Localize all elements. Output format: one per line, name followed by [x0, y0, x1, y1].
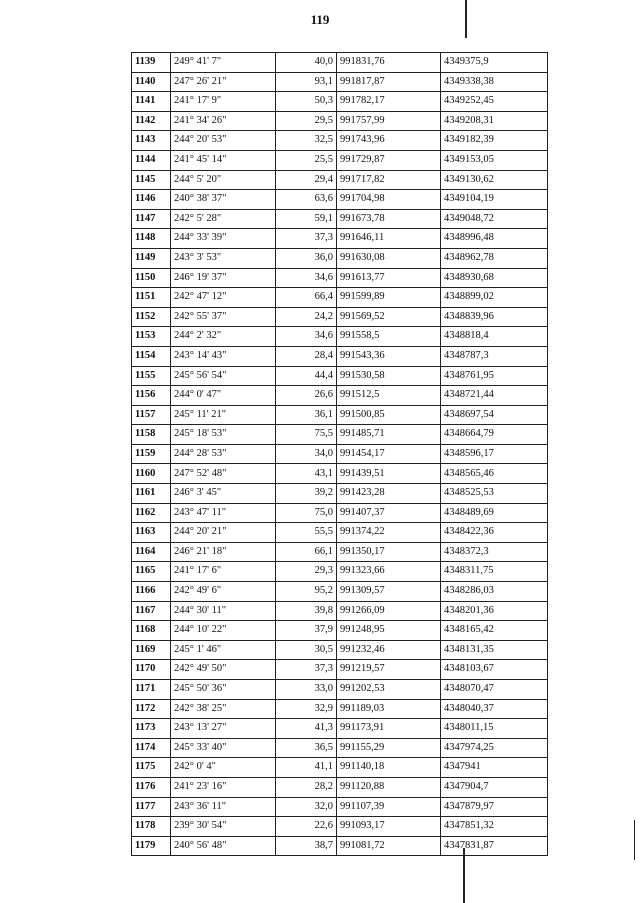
- table-row: [132, 92, 548, 112]
- point-number-cell: 1160: [132, 464, 171, 484]
- direction-angle-cell: 241° 23' 16": [171, 777, 276, 797]
- segment-length-cell: 36,1: [276, 405, 337, 425]
- table-row: [132, 699, 548, 719]
- coordinate-y-cell: 4348697,54: [441, 405, 548, 425]
- segment-length-cell: 41,1: [276, 758, 337, 778]
- direction-angle-cell: 240° 38' 37": [171, 190, 276, 210]
- table-row: [132, 503, 548, 523]
- coordinate-x-cell: 991120,88: [337, 777, 441, 797]
- coordinate-x-cell: 991439,51: [337, 464, 441, 484]
- point-number-cell: 1153: [132, 327, 171, 347]
- table-row: [132, 190, 548, 210]
- point-number-cell: 1156: [132, 386, 171, 406]
- direction-angle-cell: 242° 55' 37": [171, 307, 276, 327]
- point-number-cell: 1143: [132, 131, 171, 151]
- coordinate-x-cell: 991729,87: [337, 150, 441, 170]
- point-number-cell: 1146: [132, 190, 171, 210]
- direction-angle-cell: 243° 47' 11": [171, 503, 276, 523]
- coordinate-y-cell: 4348565,46: [441, 464, 548, 484]
- coordinate-y-cell: 4348103,67: [441, 660, 548, 680]
- point-number-cell: 1162: [132, 503, 171, 523]
- point-number-cell: 1178: [132, 817, 171, 837]
- direction-angle-cell: 244° 28' 53": [171, 444, 276, 464]
- point-number-cell: 1141: [132, 92, 171, 112]
- direction-angle-cell: 239° 30' 54": [171, 817, 276, 837]
- coordinates-table: [131, 52, 548, 856]
- point-number-cell: 1168: [132, 621, 171, 641]
- segment-length-cell: 44,4: [276, 366, 337, 386]
- coordinate-x-cell: 991512,5: [337, 386, 441, 406]
- table-row: [132, 307, 548, 327]
- coordinate-x-cell: 991173,91: [337, 719, 441, 739]
- point-number-cell: 1149: [132, 248, 171, 268]
- coordinate-x-cell: 991530,58: [337, 366, 441, 386]
- coordinate-x-cell: 991673,78: [337, 209, 441, 229]
- direction-angle-cell: 245° 56' 54": [171, 366, 276, 386]
- coordinate-y-cell: 4349208,31: [441, 111, 548, 131]
- point-number-cell: 1158: [132, 425, 171, 445]
- table-row: [132, 523, 548, 543]
- segment-length-cell: 26,6: [276, 386, 337, 406]
- table-row: [132, 817, 548, 837]
- table-row: [132, 346, 548, 366]
- coordinate-x-cell: 991599,89: [337, 288, 441, 308]
- direction-angle-cell: 240° 56' 48": [171, 836, 276, 856]
- segment-length-cell: 75,0: [276, 503, 337, 523]
- direction-angle-cell: 244° 30' 11": [171, 601, 276, 621]
- segment-length-cell: 50,3: [276, 92, 337, 112]
- coordinate-x-cell: 991423,28: [337, 484, 441, 504]
- coordinate-x-cell: 991309,57: [337, 582, 441, 602]
- coordinate-x-cell: 991704,98: [337, 190, 441, 210]
- coordinate-y-cell: 4348311,75: [441, 562, 548, 582]
- coordinate-y-cell: 4348899,02: [441, 288, 548, 308]
- coordinate-y-cell: 4348422,36: [441, 523, 548, 543]
- point-number-cell: 1148: [132, 229, 171, 249]
- table-row: [132, 680, 548, 700]
- point-number-cell: 1177: [132, 797, 171, 817]
- coordinate-x-cell: 991323,66: [337, 562, 441, 582]
- table-row: [132, 111, 548, 131]
- coordinate-y-cell: 4348930,68: [441, 268, 548, 288]
- table-row: [132, 758, 548, 778]
- coordinate-y-cell: 4348596,17: [441, 444, 548, 464]
- segment-length-cell: 38,7: [276, 836, 337, 856]
- point-number-cell: 1157: [132, 405, 171, 425]
- table-row: [132, 209, 548, 229]
- segment-length-cell: 37,9: [276, 621, 337, 641]
- point-number-cell: 1179: [132, 836, 171, 856]
- point-number-cell: 1173: [132, 719, 171, 739]
- coordinate-x-cell: 991081,72: [337, 836, 441, 856]
- table-row: [132, 229, 548, 249]
- coordinate-x-cell: 991717,82: [337, 170, 441, 190]
- segment-length-cell: 28,4: [276, 346, 337, 366]
- table-row: [132, 444, 548, 464]
- point-number-cell: 1150: [132, 268, 171, 288]
- segment-length-cell: 22,6: [276, 817, 337, 837]
- direction-angle-cell: 245° 1' 46": [171, 640, 276, 660]
- direction-angle-cell: 241° 34' 26": [171, 111, 276, 131]
- point-number-cell: 1174: [132, 738, 171, 758]
- coordinate-y-cell: 4347941: [441, 758, 548, 778]
- coordinate-y-cell: 4349130,62: [441, 170, 548, 190]
- direction-angle-cell: 242° 47' 12": [171, 288, 276, 308]
- segment-length-cell: 36,0: [276, 248, 337, 268]
- point-number-cell: 1165: [132, 562, 171, 582]
- coordinate-y-cell: 4348131,35: [441, 640, 548, 660]
- scan-edge-mark-top: [465, 0, 467, 38]
- table-row: [132, 53, 548, 73]
- segment-length-cell: 37,3: [276, 229, 337, 249]
- direction-angle-cell: 246° 21' 18": [171, 542, 276, 562]
- coordinate-x-cell: 991140,18: [337, 758, 441, 778]
- direction-angle-cell: 246° 3' 45": [171, 484, 276, 504]
- coordinate-y-cell: 4348165,42: [441, 621, 548, 641]
- direction-angle-cell: 242° 38' 25": [171, 699, 276, 719]
- direction-angle-cell: 247° 26' 21": [171, 72, 276, 92]
- table-row: [132, 601, 548, 621]
- direction-angle-cell: 246° 19' 37": [171, 268, 276, 288]
- point-number-cell: 1175: [132, 758, 171, 778]
- coordinate-y-cell: 4349104,19: [441, 190, 548, 210]
- coordinate-y-cell: 4347974,25: [441, 738, 548, 758]
- coordinate-y-cell: 4349153,05: [441, 150, 548, 170]
- table-row: [132, 150, 548, 170]
- segment-length-cell: 29,3: [276, 562, 337, 582]
- table-row: [132, 288, 548, 308]
- point-number-cell: 1152: [132, 307, 171, 327]
- table-row: [132, 170, 548, 190]
- table-row: [132, 248, 548, 268]
- segment-length-cell: 34,6: [276, 327, 337, 347]
- coordinate-x-cell: 991485,71: [337, 425, 441, 445]
- coordinate-x-cell: 991613,77: [337, 268, 441, 288]
- coordinate-y-cell: 4348664,79: [441, 425, 548, 445]
- table-row: [132, 484, 548, 504]
- coordinate-y-cell: 4347851,32: [441, 817, 548, 837]
- point-number-cell: 1176: [132, 777, 171, 797]
- table-row: [132, 268, 548, 288]
- table-row: [132, 660, 548, 680]
- scan-edge-mark-right: [634, 820, 635, 860]
- direction-angle-cell: 241° 17' 6": [171, 562, 276, 582]
- segment-length-cell: 30,5: [276, 640, 337, 660]
- direction-angle-cell: 242° 49' 50": [171, 660, 276, 680]
- coordinate-y-cell: 4348818,4: [441, 327, 548, 347]
- coordinate-x-cell: 991569,52: [337, 307, 441, 327]
- segment-length-cell: 24,2: [276, 307, 337, 327]
- coordinate-y-cell: 4348761,95: [441, 366, 548, 386]
- table-row: [132, 131, 548, 151]
- coordinate-y-cell: 4349375,9: [441, 53, 548, 73]
- segment-length-cell: 29,4: [276, 170, 337, 190]
- coordinate-x-cell: 991248,95: [337, 621, 441, 641]
- table-row: [132, 405, 548, 425]
- segment-length-cell: 37,3: [276, 660, 337, 680]
- direction-angle-cell: 244° 5' 20": [171, 170, 276, 190]
- point-number-cell: 1167: [132, 601, 171, 621]
- direction-angle-cell: 243° 36' 11": [171, 797, 276, 817]
- coordinate-x-cell: 991500,85: [337, 405, 441, 425]
- direction-angle-cell: 249° 41' 7": [171, 53, 276, 73]
- coordinate-y-cell: 4348011,15: [441, 719, 548, 739]
- segment-length-cell: 34,0: [276, 444, 337, 464]
- segment-length-cell: 55,5: [276, 523, 337, 543]
- coordinate-y-cell: 4347879,97: [441, 797, 548, 817]
- coordinate-y-cell: 4347831,87: [441, 836, 548, 856]
- coordinate-y-cell: 4349338,38: [441, 72, 548, 92]
- direction-angle-cell: 244° 20' 53": [171, 131, 276, 151]
- direction-angle-cell: 244° 2' 32": [171, 327, 276, 347]
- table-row: [132, 777, 548, 797]
- segment-length-cell: 59,1: [276, 209, 337, 229]
- table-row: [132, 542, 548, 562]
- coordinate-y-cell: 4349048,72: [441, 209, 548, 229]
- table-row: [132, 719, 548, 739]
- coordinate-x-cell: 991093,17: [337, 817, 441, 837]
- coordinate-x-cell: 991543,36: [337, 346, 441, 366]
- direction-angle-cell: 244° 33' 39": [171, 229, 276, 249]
- table-row: [132, 640, 548, 660]
- coordinate-y-cell: 4348201,36: [441, 601, 548, 621]
- direction-angle-cell: 241° 45' 14": [171, 150, 276, 170]
- coordinate-y-cell: 4348286,03: [441, 582, 548, 602]
- table-row: [132, 425, 548, 445]
- coordinate-x-cell: 991831,76: [337, 53, 441, 73]
- coordinate-y-cell: 4349182,39: [441, 131, 548, 151]
- coordinate-y-cell: 4348996,48: [441, 229, 548, 249]
- direction-angle-cell: 244° 10' 22": [171, 621, 276, 641]
- coordinate-y-cell: 4348489,69: [441, 503, 548, 523]
- coordinate-x-cell: 991630,08: [337, 248, 441, 268]
- table-row: [132, 327, 548, 347]
- point-number-cell: 1161: [132, 484, 171, 504]
- coordinate-y-cell: 4348040,37: [441, 699, 548, 719]
- segment-length-cell: 32,0: [276, 797, 337, 817]
- coordinate-y-cell: 4348525,53: [441, 484, 548, 504]
- segment-length-cell: 40,0: [276, 53, 337, 73]
- direction-angle-cell: 242° 0' 4": [171, 758, 276, 778]
- direction-angle-cell: 242° 5' 28": [171, 209, 276, 229]
- coordinate-y-cell: 4348372,3: [441, 542, 548, 562]
- segment-length-cell: 29,5: [276, 111, 337, 131]
- direction-angle-cell: 245° 11' 21": [171, 405, 276, 425]
- point-number-cell: 1164: [132, 542, 171, 562]
- segment-length-cell: 33,0: [276, 680, 337, 700]
- segment-length-cell: 28,2: [276, 777, 337, 797]
- table-row: [132, 621, 548, 641]
- coordinate-x-cell: 991107,39: [337, 797, 441, 817]
- table-row: [132, 582, 548, 602]
- segment-length-cell: 39,8: [276, 601, 337, 621]
- table-row: [132, 464, 548, 484]
- coordinate-x-cell: 991646,11: [337, 229, 441, 249]
- direction-angle-cell: 243° 14' 43": [171, 346, 276, 366]
- coordinate-x-cell: 991407,37: [337, 503, 441, 523]
- page-number: 119: [310, 12, 330, 27]
- coordinate-x-cell: 991219,57: [337, 660, 441, 680]
- table-row: [132, 738, 548, 758]
- coordinate-x-cell: 991757,99: [337, 111, 441, 131]
- table-row: [132, 386, 548, 406]
- point-number-cell: 1140: [132, 72, 171, 92]
- coordinate-x-cell: 991350,17: [337, 542, 441, 562]
- direction-angle-cell: 244° 20' 21": [171, 523, 276, 543]
- segment-length-cell: 34,6: [276, 268, 337, 288]
- coordinate-x-cell: 991189,03: [337, 699, 441, 719]
- point-number-cell: 1166: [132, 582, 171, 602]
- direction-angle-cell: 243° 13' 27": [171, 719, 276, 739]
- coordinate-x-cell: 991454,17: [337, 444, 441, 464]
- point-number-cell: 1155: [132, 366, 171, 386]
- table-row: [132, 366, 548, 386]
- point-number-cell: 1169: [132, 640, 171, 660]
- coordinate-y-cell: 4349252,45: [441, 92, 548, 112]
- point-number-cell: 1172: [132, 699, 171, 719]
- segment-length-cell: 75,5: [276, 425, 337, 445]
- coordinate-y-cell: 4348070,47: [441, 680, 548, 700]
- segment-length-cell: 41,3: [276, 719, 337, 739]
- direction-angle-cell: 242° 49' 6": [171, 582, 276, 602]
- point-number-cell: 1159: [132, 444, 171, 464]
- segment-length-cell: 63,6: [276, 190, 337, 210]
- table-row: [132, 836, 548, 856]
- segment-length-cell: 66,4: [276, 288, 337, 308]
- point-number-cell: 1170: [132, 660, 171, 680]
- direction-angle-cell: 244° 0' 47": [171, 386, 276, 406]
- direction-angle-cell: 241° 17' 9": [171, 92, 276, 112]
- segment-length-cell: 43,1: [276, 464, 337, 484]
- direction-angle-cell: 245° 50' 36": [171, 680, 276, 700]
- table-row: [132, 797, 548, 817]
- coordinate-x-cell: 991202,53: [337, 680, 441, 700]
- table-row: [132, 562, 548, 582]
- point-number-cell: 1139: [132, 53, 171, 73]
- coordinate-x-cell: 991232,46: [337, 640, 441, 660]
- coordinate-y-cell: 4348839,96: [441, 307, 548, 327]
- point-number-cell: 1144: [132, 150, 171, 170]
- point-number-cell: 1163: [132, 523, 171, 543]
- segment-length-cell: 66,1: [276, 542, 337, 562]
- coordinate-y-cell: 4348787,3: [441, 346, 548, 366]
- coordinate-x-cell: 991558,5: [337, 327, 441, 347]
- segment-length-cell: 39,2: [276, 484, 337, 504]
- coordinate-x-cell: 991817,87: [337, 72, 441, 92]
- segment-length-cell: 93,1: [276, 72, 337, 92]
- direction-angle-cell: 245° 33' 40": [171, 738, 276, 758]
- coordinate-y-cell: 4348962,78: [441, 248, 548, 268]
- point-number-cell: 1142: [132, 111, 171, 131]
- coordinate-x-cell: 991266,09: [337, 601, 441, 621]
- table-row: [132, 72, 548, 92]
- coordinate-y-cell: 4348721,44: [441, 386, 548, 406]
- coordinate-x-cell: 991782,17: [337, 92, 441, 112]
- direction-angle-cell: 245° 18' 53": [171, 425, 276, 445]
- segment-length-cell: 25,5: [276, 150, 337, 170]
- point-number-cell: 1145: [132, 170, 171, 190]
- segment-length-cell: 32,9: [276, 699, 337, 719]
- point-number-cell: 1171: [132, 680, 171, 700]
- coordinate-x-cell: 991374,22: [337, 523, 441, 543]
- point-number-cell: 1154: [132, 346, 171, 366]
- segment-length-cell: 95,2: [276, 582, 337, 602]
- coordinates-table-body: [132, 53, 548, 856]
- direction-angle-cell: 247° 52' 48": [171, 464, 276, 484]
- coordinate-x-cell: 991155,29: [337, 738, 441, 758]
- point-number-cell: 1151: [132, 288, 171, 308]
- coordinate-x-cell: 991743,96: [337, 131, 441, 151]
- point-number-cell: 1147: [132, 209, 171, 229]
- segment-length-cell: 32,5: [276, 131, 337, 151]
- segment-length-cell: 36,5: [276, 738, 337, 758]
- coordinate-y-cell: 4347904,7: [441, 777, 548, 797]
- direction-angle-cell: 243° 3' 53": [171, 248, 276, 268]
